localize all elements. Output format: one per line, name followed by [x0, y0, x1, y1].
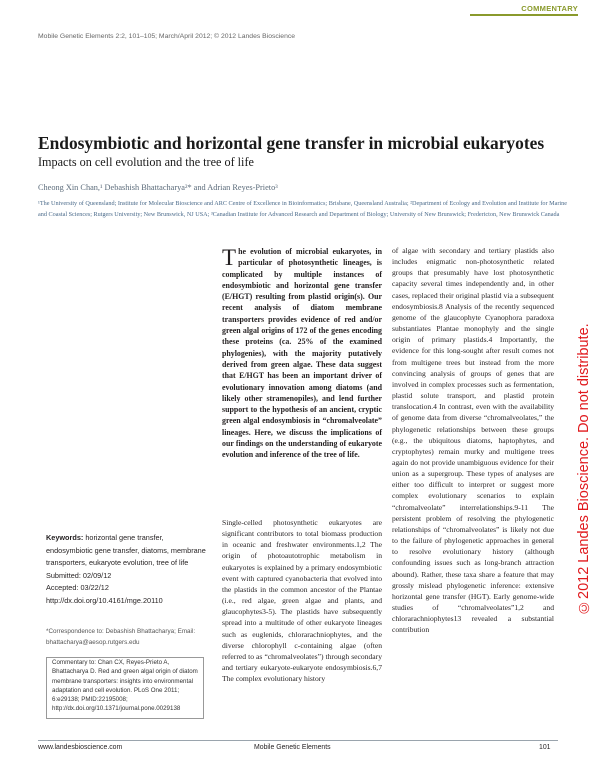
abstract-text: he evolution of microbial eukaryotes, in particular of photosynthetic lineages, is complicated by multiple instances of endosymbiotic and horizontal gene transfer (E/HGT) resulting from plastid origin(s). Our recent analysis of diatom membrane transporters provides evidence of red and/or green algal origins of 172 of the genes encoding these proteins (ca. 25% of the examined phylogenies), with the majority putatively derived from green algae. These data suggest that E/HGT has been an important driver of evolutionary innovation among diatoms (and likely other stramenopiles), and lend further support to the hypothesis of an ancient, cryptic green algal endosymbiosis in “chromalveolate” lineages. Here, we discuss the implications of our findings on the understanding of eukaryote evolution and inference of the tree of life. — [222, 247, 382, 460]
journal-reference: Mobile Genetic Elements 2:2, 101–105; March/April 2012; © 2012 Landes Bioscience — [38, 33, 296, 40]
abstract-dropcap: T — [222, 245, 237, 270]
accepted-line — [46, 582, 206, 595]
footer-rule — [38, 740, 558, 741]
footer-website-link[interactable]: www.landesbioscience.com — [38, 744, 123, 751]
section-rule — [470, 14, 578, 16]
footer-journal-name: Mobile Genetic Elements — [254, 744, 331, 751]
body-column-1: Single-celled photosynthetic eukaryotes are significant contributors to total biomass production in oceanic and freshwater environments.1,2 The origin of photoautotrophic metabolism in eukaryotes is explained by a primary endosymbiotic event with captured cyanobacteria that evolved into the plastids in the common ancestor of the Plantae (i.e., red algae, green algae and plants, and glaucophytes3-5). The plastids have subsequently spread into a multitude of other eukaryote lineages such as euglenids, chlorarachniophytes, and the diverse chlorophyll c-containing algae (often referred to as “chromalveolates”) through secondary and tertiary eukaryote-eukaryote endosymbiosis.6,7 The complex evolutionary history — [222, 518, 382, 684]
article-title: Endosymbiotic and horizontal gene transfer in microbial eukaryotes — [38, 133, 545, 153]
abstract — [222, 246, 382, 461]
accepted-label: Accepted: — [46, 583, 79, 592]
commentary-reference-box: Commentary to: Chan CX, Reyes-Prieto A, Bhattacharya D. Red and green algal origin of diatom membrane transporters: insights into environmental adaptation and cell evolution. PLoS One 2011; 6:e29138; PMID:22195008; http://dx.doi.org/10.1371/journal.pone.0029138 — [46, 657, 204, 719]
correspondence-note: *Correspondence to: Debashish Bhattacharya; Email: bhattacharya@aesop.rutgers.edu — [46, 628, 196, 646]
body-column-2: of algae with secondary and tertiary plastids also includes enigmatic non-photosynthetic related groups that presumably have lost photosynthetic capacity several times independently and, in other cases, replaced their original plastid via a subsequent endosymbiosis.8 Analysis of the recently sequenced genome of the glaucophyte Cyanophora paradoxa substantiates Plantae monophyly and the single origin of primary plastids.4 Importantly, the evidence for this long-sought after result comes not from multigene trees but instead from the more convincing analysis of groups of genes that are involved in complex processes such as fermentation, plastid solute transport, and plastid protein translocation.4 In contrast, even with the availability of genome data from diverse “chromalveolates,” the phylogenetic relationships between these groups (e.g., the ubiquitous diatoms, haptophytes, and cryptophytes) remain murky and multigene trees again do not provide unambiguous evidence for their union as a supergroup. These types of analyses are either too difficult to interpret or suggest more complex evolutionary scenarios to explain “chromalveolate” interrelationships.9-11 The persistent problem of resolving the phylogenetic relationships of “chromalveolates” is likely not due to the failure of phylogenetic approaches in general to resolve evolutionary history (although confounding issues such as long-branch attraction abound). Rather, these taxa share a feature that may grossly mislead phylogenetic inference: extensive horizontal gene transfer (HGT). Early genome-wide studies of “chromalveolates”1,2 and chlorarachniophytes13 revealed a substantial contribution — [392, 246, 554, 635]
author-affiliations: ¹The University of Queensland; Institute for Molecular Bioscience and ARC Centre of Excellence in Bioinformatics; Brisbane, Queensland Australia; ²Department of Ecology and Evolution and Institute for Marine and Coastal Sciences; Rutgers University; New Brunswick, NJ USA; ³Canadian Institute for Advanced Research and Department of Biology; University of New Brunswick; Fredericton, New Brunswick Canada — [38, 200, 567, 219]
submitted-label: Submitted: — [46, 570, 81, 580]
doi-link[interactable]: http://dx.doi.org/10.4161/mge.20110 — [46, 595, 163, 605]
author-list: Cheong Xin Chan,¹ Debashish Bhattacharya²* and Adrian Reyes-Prieto³ — [38, 183, 278, 192]
keywords-label: Keywords: — [46, 533, 84, 542]
accepted-date: 03/22/12 — [80, 583, 109, 592]
keywords-block — [46, 532, 206, 570]
copyright-watermark: ©2012 Landes Bioscience. Do not distribute. — [576, 323, 592, 615]
section-label: COMMENTARY — [521, 4, 578, 13]
article-subtitle: Impacts on cell evolution and the tree of life — [38, 155, 254, 169]
submitted-date: 02/09/12 — [82, 570, 112, 580]
submitted-line — [46, 570, 206, 583]
article-metadata — [46, 532, 206, 607]
page-number: 101 — [539, 744, 551, 751]
keywords-text: horizontal gene transfer, endosymbiotic gene transfer, diatoms, membrane transporters, eukaryote evolution, tree of life — [46, 533, 206, 567]
